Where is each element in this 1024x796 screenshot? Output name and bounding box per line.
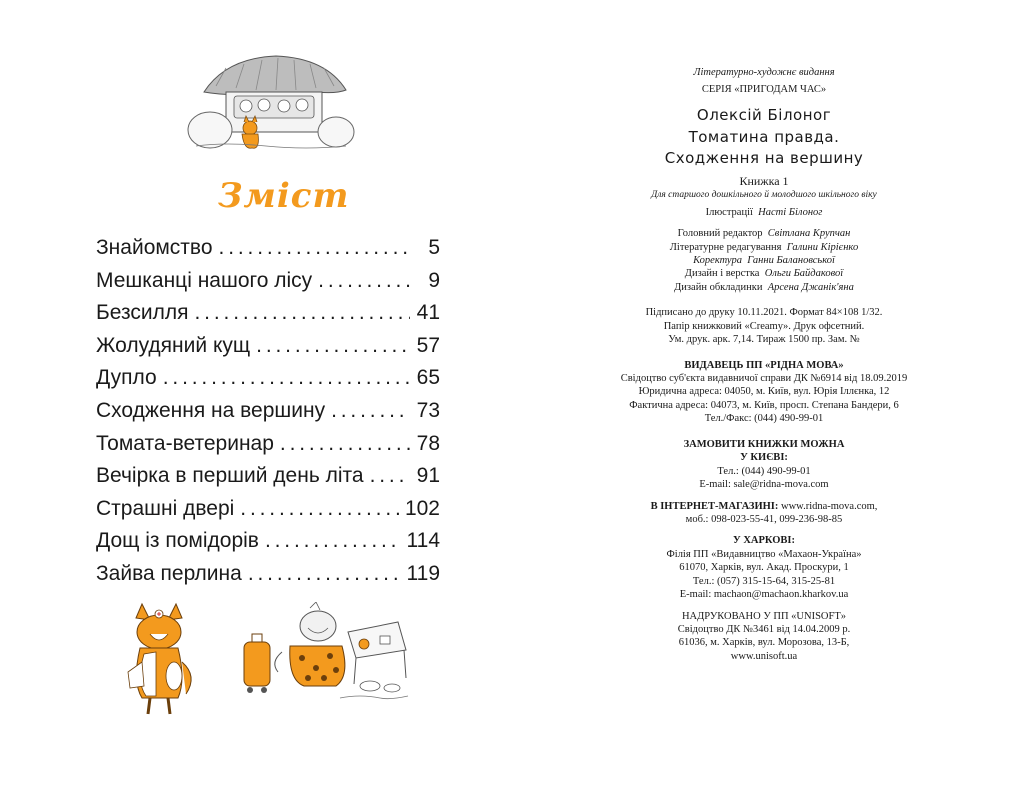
toc-entry — [96, 236, 440, 269]
leader-dots — [256, 334, 410, 358]
kharkiv-address: 61070, Харків, вул. Акад. Проскури, 1 — [679, 562, 849, 574]
illustrations-credit — [564, 206, 964, 219]
toc-title: Зміст — [218, 176, 350, 216]
toc-entry-title: Сходження на вершину — [96, 398, 326, 422]
toc-entry — [96, 529, 440, 562]
illustrations-name: Насті Білоног — [758, 206, 823, 218]
toc-entry-title: Дупло — [96, 366, 157, 390]
toc-entry-title: Мешканці нашого лісу — [96, 268, 313, 292]
online-phones: моб.: 098-023-55-41, 099-236-98-85 — [685, 513, 843, 525]
printed-certificate: Свідоцтво ДК №3461 від 14.04.2009 р. — [677, 624, 851, 636]
online-heading: В ІНТЕРНЕТ-МАГАЗИНІ: — [650, 500, 779, 512]
toc-entry-page: 5 — [428, 236, 440, 259]
kharkiv-email: E-mail: machaon@machaon.kharkov.ua — [679, 589, 849, 601]
toc-entry-title: Жолудяний кущ — [96, 333, 251, 357]
toc-entry-title: Зайва перлина — [96, 561, 242, 585]
toc-entry — [96, 269, 440, 302]
order-heading: ЗАМОВИТИ КНИЖКИ МОЖНА — [683, 438, 845, 450]
toc-entry-page: 102 — [404, 496, 440, 520]
toc-entry-title: Безсилля — [96, 301, 189, 325]
sheets-text: Ум. друк. арк. 7,14. Тираж 1500 пр. Зам. № — [668, 334, 860, 346]
toc-entry — [96, 464, 440, 497]
toc-entry — [96, 334, 440, 367]
toc-entry — [96, 562, 440, 595]
proof-name: Ганни Балановської — [747, 254, 835, 266]
leader-dots — [248, 562, 401, 586]
printed-address: 61036, м. Харків, вул. Морозова, 13-Б, — [678, 637, 850, 649]
online-store-line — [564, 500, 964, 513]
audience-text: Для старшого дошкільного й молодшого шкільного віку — [651, 190, 877, 201]
proof-credit — [564, 254, 964, 267]
leader-dots — [331, 399, 410, 423]
right-page — [512, 0, 1024, 796]
layout-credit — [564, 267, 964, 280]
publisher-heading: ВИДАВЕЦЬ ПП «РІДНА МОВА» — [684, 359, 844, 371]
book-title-line1: Томатина правда. — [688, 127, 840, 146]
leader-dots — [240, 497, 399, 521]
toc-entry-page: 41 — [416, 301, 440, 325]
toc-entry-page: 9 — [428, 268, 440, 292]
kharkiv-branch: Філія ПП «Видавництво «Махаон-Україна» — [666, 548, 862, 560]
toc-entry-title: Дощ із помідорів — [96, 529, 259, 553]
kyiv-email: E-mail: sale@ridna-mova.com — [699, 479, 829, 491]
kharkiv-heading: У ХАРКОВІ: — [732, 535, 795, 547]
kharkiv-phone: Тел.: (057) 315-15-64, 315-25-81 — [692, 575, 836, 587]
series-text: СЕРІЯ «ПРИГОДАМ ЧАС» — [701, 84, 827, 96]
toc-entry-page: 65 — [416, 366, 440, 390]
chief-editor-credit — [564, 227, 964, 240]
imprint — [564, 66, 964, 663]
toc-entry — [96, 399, 440, 432]
toc-entry — [96, 301, 440, 334]
chief-editor-label: Головний редактор — [677, 228, 763, 240]
toc-entry — [96, 366, 440, 399]
paper-text: Папір книжковий «Creamy». Друк офсетний. — [663, 320, 865, 332]
fox-doctor-illustration — [122, 602, 202, 718]
signed-text: Підписано до друку 10.11.2021. Формат 84×108 1/32. — [645, 307, 883, 319]
toc-entry-page: 119 — [406, 561, 440, 585]
house-illustration — [186, 50, 356, 160]
toc-entry-title: Томата-ветеринар — [96, 431, 274, 455]
cover-name: Арсена Джанік'яна — [767, 281, 854, 293]
toc-entry-page: 73 — [416, 398, 440, 422]
legal-address: Юридична адреса: 04050, м. Київ, вул. Юрія Іллєнка, 12 — [638, 386, 890, 398]
leader-dots — [195, 301, 410, 325]
kyiv-heading: У КИЄВІ: — [740, 452, 788, 464]
book-title-line2: Сходження на вершину — [664, 149, 864, 168]
author-name: Олексій Білоног — [696, 105, 832, 124]
phone-fax: Тел./Факс: (044) 490-99-01 — [704, 413, 824, 425]
leader-dots — [219, 236, 410, 260]
cover-label: Дизайн обкладинки — [674, 281, 763, 293]
proof-label: Коректура — [693, 254, 742, 266]
literary-label: Літературне редагування — [669, 241, 782, 253]
layout-label: Дизайн і верстка — [684, 268, 760, 280]
illustrations-label: Ілюстрації — [705, 206, 753, 218]
cat-packing-illustration — [240, 602, 410, 706]
leader-dots — [370, 464, 410, 488]
layout-name: Ольги Байдакової — [764, 268, 844, 280]
publisher-certificate: Свідоцтво суб'єкта видавничої справи ДК №6914 від 18.09.2019 — [620, 373, 908, 385]
leader-dots — [265, 529, 401, 553]
cover-credit — [564, 281, 964, 294]
toc-list — [96, 236, 440, 595]
literary-credit — [564, 241, 964, 254]
leader-dots — [163, 366, 410, 390]
toc-entry-page: 91 — [416, 464, 440, 488]
toc-entry-page: 78 — [416, 431, 440, 455]
toc-entry-title: Страшні двері — [96, 496, 235, 520]
toc-entry — [96, 497, 440, 530]
leader-dots — [318, 269, 410, 293]
actual-address: Фактична адреса: 04073, м. Київ, просп. Степана Бандери, 6 — [629, 399, 899, 411]
book-number: Книжка 1 — [739, 174, 789, 189]
kyiv-phone: Тел.: (044) 490-99-01 — [717, 465, 811, 477]
chief-editor-name: Світлана Крупчан — [767, 228, 851, 240]
online-site: www.ridna-mova.com, — [781, 500, 878, 512]
toc-entry-page: 57 — [416, 333, 440, 357]
toc-entry — [96, 432, 440, 465]
literary-name: Галини Кірієнко — [786, 241, 859, 253]
leader-dots — [280, 432, 410, 456]
toc-entry-title: Знайомство — [96, 236, 213, 259]
printed-heading: НАДРУКОВАНО У ПП «UNISOFT» — [681, 610, 847, 622]
genre-text: Літературно-художнє видання — [693, 67, 835, 78]
toc-entry-title: Вечірка в перший день літа — [96, 464, 364, 488]
printed-site: www.unisoft.ua — [730, 650, 798, 662]
toc-entry-page: 114 — [406, 529, 440, 553]
